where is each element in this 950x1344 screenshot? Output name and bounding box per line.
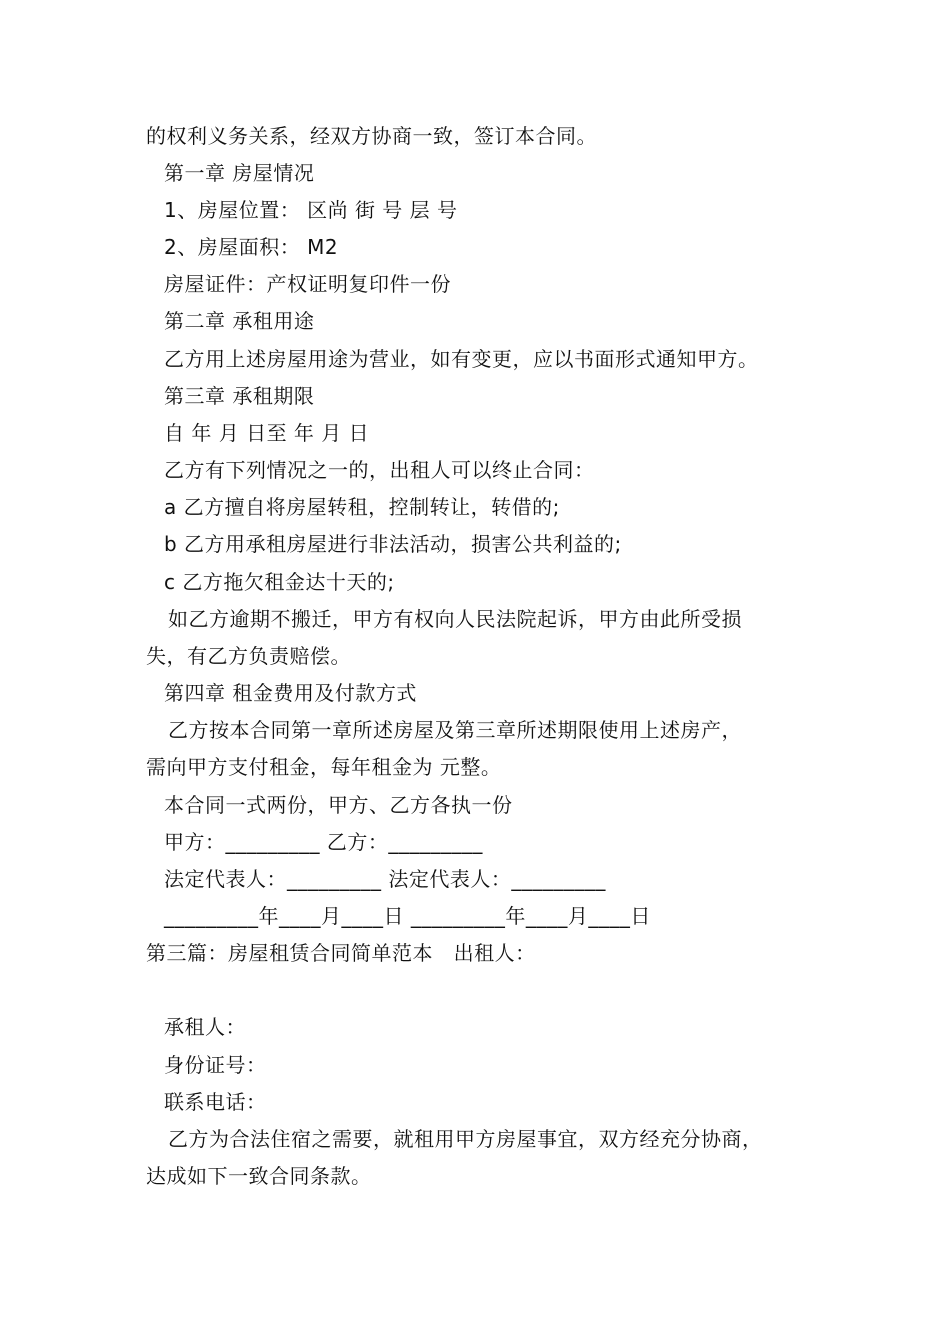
text-line: 本合同一式两份，甲方、乙方各执一份 xyxy=(164,793,513,817)
date-line: _________年____月____日 _________年____月____日 xyxy=(164,904,651,928)
text-line: 需向甲方支付租金，每年租金为 元整。 xyxy=(146,755,502,779)
text-line: 乙方为合法住宿之需要，就租用甲方房屋事宜，双方经充分协商， xyxy=(168,1127,763,1151)
field-label: 联系电话： xyxy=(164,1090,267,1114)
chapter-heading: 第一章 房屋情况 xyxy=(164,161,315,185)
text-line: 的权利义务关系，经双方协商一致，签订本合同。 xyxy=(146,124,597,148)
text-line: 自 年 月 日至 年 月 日 xyxy=(164,421,370,445)
list-item: a 乙方擅自将房屋转租，控制转让，转借的; xyxy=(164,495,560,519)
text-line: 乙方用上述房屋用途为营业，如有变更，应以书面形式通知甲方。 xyxy=(164,347,759,371)
signature-line: 法定代表人：_________ 法定代表人：_________ xyxy=(164,867,606,891)
text-line: 房屋证件：产权证明复印件一份 xyxy=(164,272,451,296)
section-title: 第三篇：房屋租赁合同简单范本 出租人： xyxy=(146,941,536,965)
list-item: b 乙方用承租房屋进行非法活动，损害公共利益的; xyxy=(164,532,622,556)
text-line: 如乙方逾期不搬迁，甲方有权向人民法院起诉，甲方由此所受损 xyxy=(168,607,742,631)
text-line: 失，有乙方负责赔偿。 xyxy=(146,644,351,668)
text-line: 达成如下一致合同条款。 xyxy=(146,1164,372,1188)
text-line: 2、房屋面积： M2 xyxy=(164,235,339,259)
chapter-heading: 第四章 租金费用及付款方式 xyxy=(164,681,417,705)
text-line: 1、房屋位置： 区尚 街 号 层 号 xyxy=(164,198,458,222)
text-line: 乙方有下列情况之一的，出租人可以终止合同： xyxy=(164,458,595,482)
text-line: 乙方按本合同第一章所述房屋及第三章所述期限使用上述房产， xyxy=(168,718,742,742)
field-label: 承租人： xyxy=(164,1015,246,1039)
field-label: 身份证号： xyxy=(164,1053,267,1077)
chapter-heading: 第三章 承租期限 xyxy=(164,384,315,408)
signature-line: 甲方：_________ 乙方：_________ xyxy=(164,830,483,854)
chapter-heading: 第二章 承租用途 xyxy=(164,309,315,333)
list-item: c 乙方拖欠租金达十天的; xyxy=(164,570,395,594)
